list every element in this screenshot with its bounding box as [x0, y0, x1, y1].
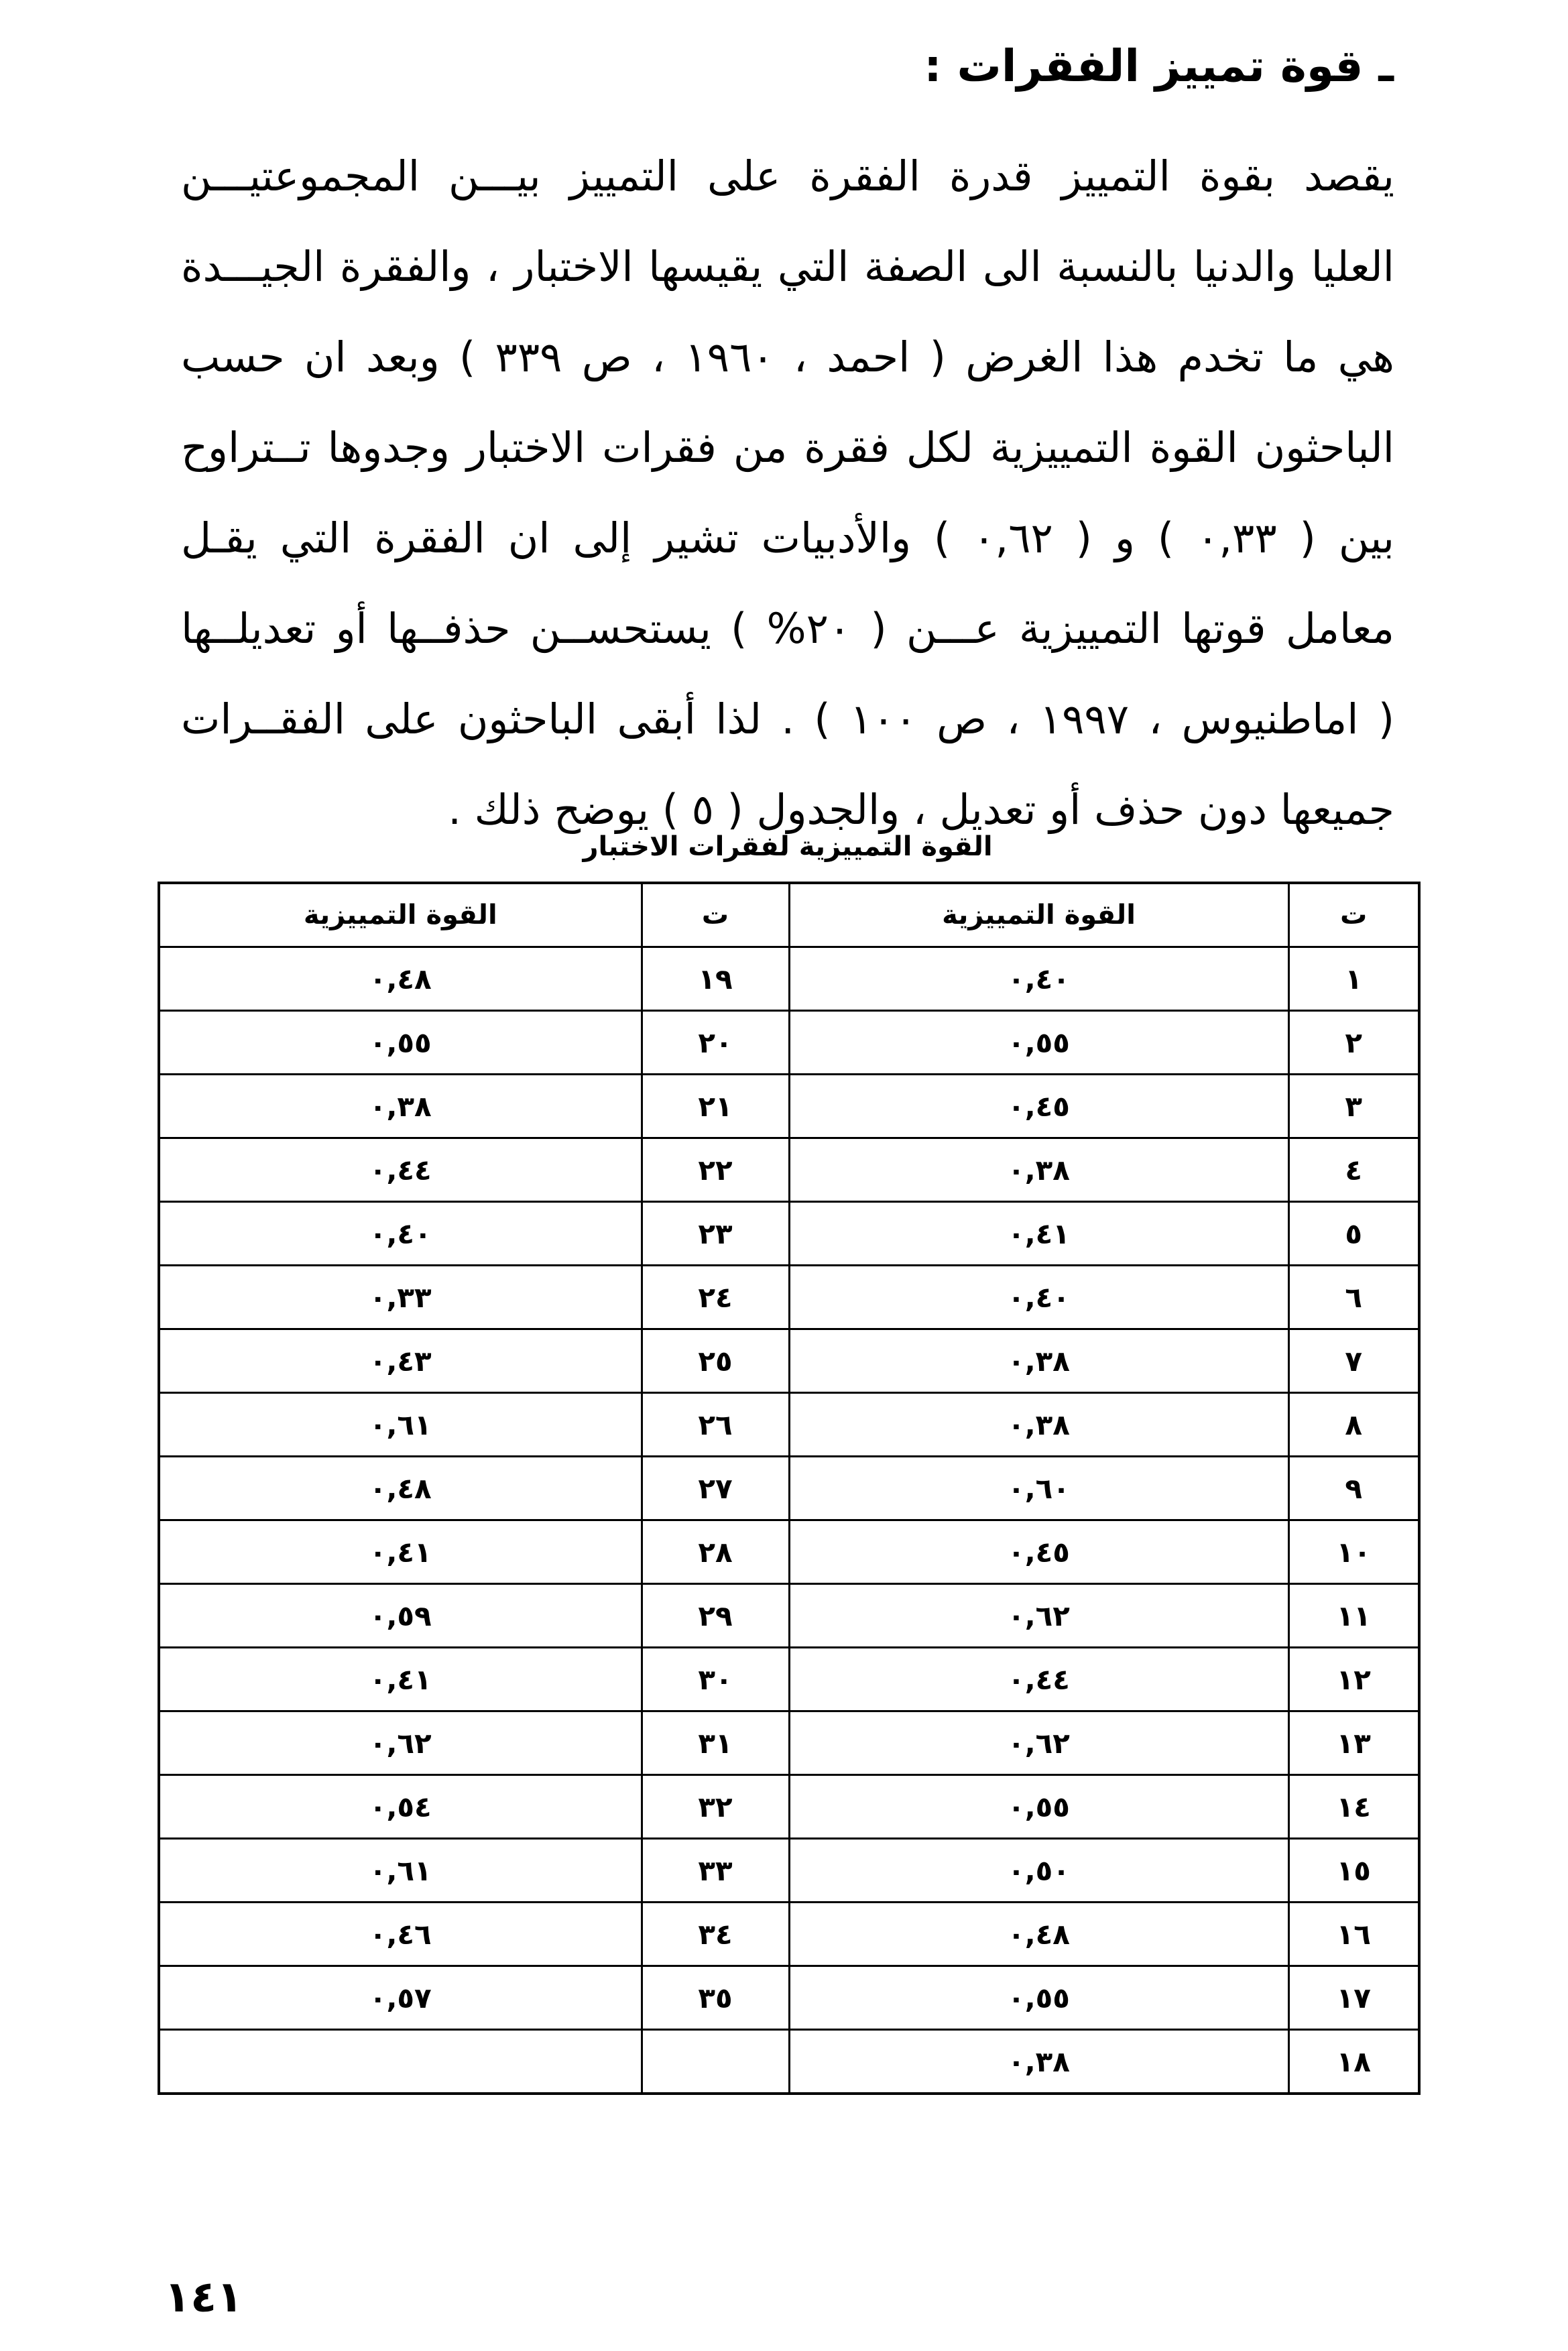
discrimination-cell: ٠,٥٥ [789, 1966, 1288, 2030]
item-number-cell: ١٠ [1288, 1520, 1419, 1584]
item-number-cell: ٢٤ [642, 1266, 789, 1329]
table-caption: القوة التمييزية لفقرات الاختبار [583, 831, 993, 862]
discrimination-cell: ٠,٦٢ [789, 1711, 1288, 1775]
discrimination-cell: ٠,٤١ [159, 1520, 642, 1584]
item-number-cell: ١٤ [1288, 1775, 1419, 1839]
item-number-cell: ٣٤ [642, 1903, 789, 1966]
header-discrimination: القوة التمييزية [159, 883, 642, 947]
discrimination-cell: ٠,٤٥ [789, 1520, 1288, 1584]
table-row [159, 1202, 1419, 1266]
discrimination-cell: ٠,٥٩ [159, 1584, 642, 1648]
discrimination-cell: ٠,٥٠ [789, 1839, 1288, 1903]
header-item-number: ت [642, 883, 789, 947]
item-number-cell: ٣٥ [642, 1966, 789, 2030]
discrimination-cell: ٠,٤٦ [159, 1903, 642, 1966]
discrimination-cell: ٠,٤٠ [159, 1202, 642, 1266]
table-row [159, 1903, 1419, 1966]
discrimination-cell: ٠,٤٤ [159, 1138, 642, 1202]
table-row [159, 1266, 1419, 1329]
table-header-row [159, 883, 1419, 947]
table-row [159, 1393, 1419, 1457]
table-row [159, 1584, 1419, 1648]
item-number-cell: ١٦ [1288, 1903, 1419, 1966]
item-number-cell: ٣١ [642, 1711, 789, 1775]
discrimination-cell: ٠,٣٨ [789, 1329, 1288, 1393]
item-number-cell: ٣٣ [642, 1839, 789, 1903]
item-number-cell: ١٢ [1288, 1648, 1419, 1711]
item-number-cell: ٢١ [642, 1075, 789, 1138]
item-number-cell: ٨ [1288, 1393, 1419, 1457]
discrimination-table [158, 882, 1421, 2095]
item-number-cell: ٣٠ [642, 1648, 789, 1711]
item-number-cell: ٢ [1288, 1011, 1419, 1075]
item-number-cell: ٢٣ [642, 1202, 789, 1266]
table-row [159, 1775, 1419, 1839]
discrimination-cell: ٠,٣٨ [789, 1393, 1288, 1457]
discrimination-cell: ٠,٦١ [159, 1393, 642, 1457]
table-row [159, 2030, 1419, 2094]
section-heading: ـ قوة تمييز الفقرات : [924, 40, 1394, 92]
item-number-cell: ١٥ [1288, 1839, 1419, 1903]
item-number-cell: ٢٢ [642, 1138, 789, 1202]
discrimination-cell: ٠,٣٨ [789, 1138, 1288, 1202]
table-row [159, 1457, 1419, 1520]
table-row [159, 1329, 1419, 1393]
discrimination-cell [159, 2030, 642, 2094]
discrimination-cell: ٠,٤١ [789, 1202, 1288, 1266]
discrimination-cell: ٠,٥٥ [159, 1011, 642, 1075]
paragraph-line: الباحثون القوة التمييزية لكل فقرة من فقرات الاختبار وجدوها تــتراوح [181, 423, 1394, 472]
discrimination-cell: ٠,٦٠ [789, 1457, 1288, 1520]
item-number-cell: ٥ [1288, 1202, 1419, 1266]
item-number-cell: ٢٦ [642, 1393, 789, 1457]
paragraph-line: معامل قوتها التمييزية عـــن ( ٢٠% ) يستحســن حذفــها أو تعديلــها [181, 604, 1394, 653]
table-row [159, 1075, 1419, 1138]
item-number-cell: ١١ [1288, 1584, 1419, 1648]
table-row [159, 1839, 1419, 1903]
table-row [159, 1648, 1419, 1711]
header-discrimination: القوة التمييزية [789, 883, 1288, 947]
item-number-cell: ٧ [1288, 1329, 1419, 1393]
paragraph-line: هي ما تخدم هذا الغرض ( احمد ، ١٩٦٠ ، ص ٣٣٩ ) وبعد ان حسب [181, 333, 1395, 381]
discrimination-cell: ٠,٣٨ [159, 1075, 642, 1138]
header-item-number: ت [1288, 883, 1419, 947]
discrimination-cell: ٠,٥٥ [789, 1011, 1288, 1075]
paragraph-line: جميعها دون حذف أو تعديل ، والجدول ( ٥ ) يوضح ذلك . [448, 785, 1394, 834]
item-number-cell: ١٨ [1288, 2030, 1419, 2094]
discrimination-cell: ٠,٣٨ [789, 2030, 1288, 2094]
page-number: ١٤١ [164, 2273, 243, 2322]
item-number-cell: ٤ [1288, 1138, 1419, 1202]
table-row [159, 947, 1419, 1011]
table-row [159, 1966, 1419, 2030]
item-number-cell: ١٩ [642, 947, 789, 1011]
item-number-cell: ٣ [1288, 1075, 1419, 1138]
discrimination-cell: ٠,٦٢ [159, 1711, 642, 1775]
paragraph-line: يقصد بقوة التمييز قدرة الفقرة على التمييز بيـــن المجموعتيـــن [181, 152, 1394, 200]
discrimination-cell: ٠,٤١ [159, 1648, 642, 1711]
discrimination-cell: ٠,٤٤ [789, 1648, 1288, 1711]
discrimination-cell: ٠,٦٢ [789, 1584, 1288, 1648]
discrimination-cell: ٠,٦١ [159, 1839, 642, 1903]
item-number-cell: ٢٧ [642, 1457, 789, 1520]
item-number-cell: ٦ [1288, 1266, 1419, 1329]
body-paragraph [181, 131, 1394, 855]
table-row [159, 1011, 1419, 1075]
item-number-cell: ٢٥ [642, 1329, 789, 1393]
discrimination-cell: ٠,٥٧ [159, 1966, 642, 2030]
discrimination-cell: ٠,٥٤ [159, 1775, 642, 1839]
discrimination-cell: ٠,٤٨ [159, 947, 642, 1011]
item-number-cell: ٢٨ [642, 1520, 789, 1584]
paragraph-line: بين ( ٠,٣٣ ) و ( ٠,٦٢ ) والأدبيات تشير إلى ان الفقرة التي يقـل [181, 514, 1394, 562]
item-number-cell: ٩ [1288, 1457, 1419, 1520]
discrimination-cell: ٠,٤٠ [789, 947, 1288, 1011]
discrimination-cell: ٠,٤٥ [789, 1075, 1288, 1138]
discrimination-cell: ٠,٥٥ [789, 1775, 1288, 1839]
item-number-cell: ٣٢ [642, 1775, 789, 1839]
discrimination-cell: ٠,٤٨ [159, 1457, 642, 1520]
discrimination-cell: ٠,٣٣ [159, 1266, 642, 1329]
table-body [159, 947, 1419, 2094]
paragraph-line: ( اماطنيوس ، ١٩٩٧ ، ص ١٠٠ ) . لذا أبقى الباحثون على الفقــرات [181, 695, 1395, 743]
item-number-cell: ٢٠ [642, 1011, 789, 1075]
table-row [159, 1520, 1419, 1584]
item-number-cell: ١٧ [1288, 1966, 1419, 2030]
discrimination-cell: ٠,٤٨ [789, 1903, 1288, 1966]
table-row [159, 1138, 1419, 1202]
table-row [159, 1711, 1419, 1775]
discrimination-cell: ٠,٤٣ [159, 1329, 642, 1393]
item-number-cell: ١ [1288, 947, 1419, 1011]
discrimination-cell: ٠,٤٠ [789, 1266, 1288, 1329]
item-number-cell: ١٣ [1288, 1711, 1419, 1775]
paragraph-line: العليا والدنيا بالنسبة الى الصفة التي يقيسها الاختبار ، والفقرة الجيـــدة [181, 242, 1394, 291]
item-number-cell: ٢٩ [642, 1584, 789, 1648]
item-number-cell [642, 2030, 789, 2094]
